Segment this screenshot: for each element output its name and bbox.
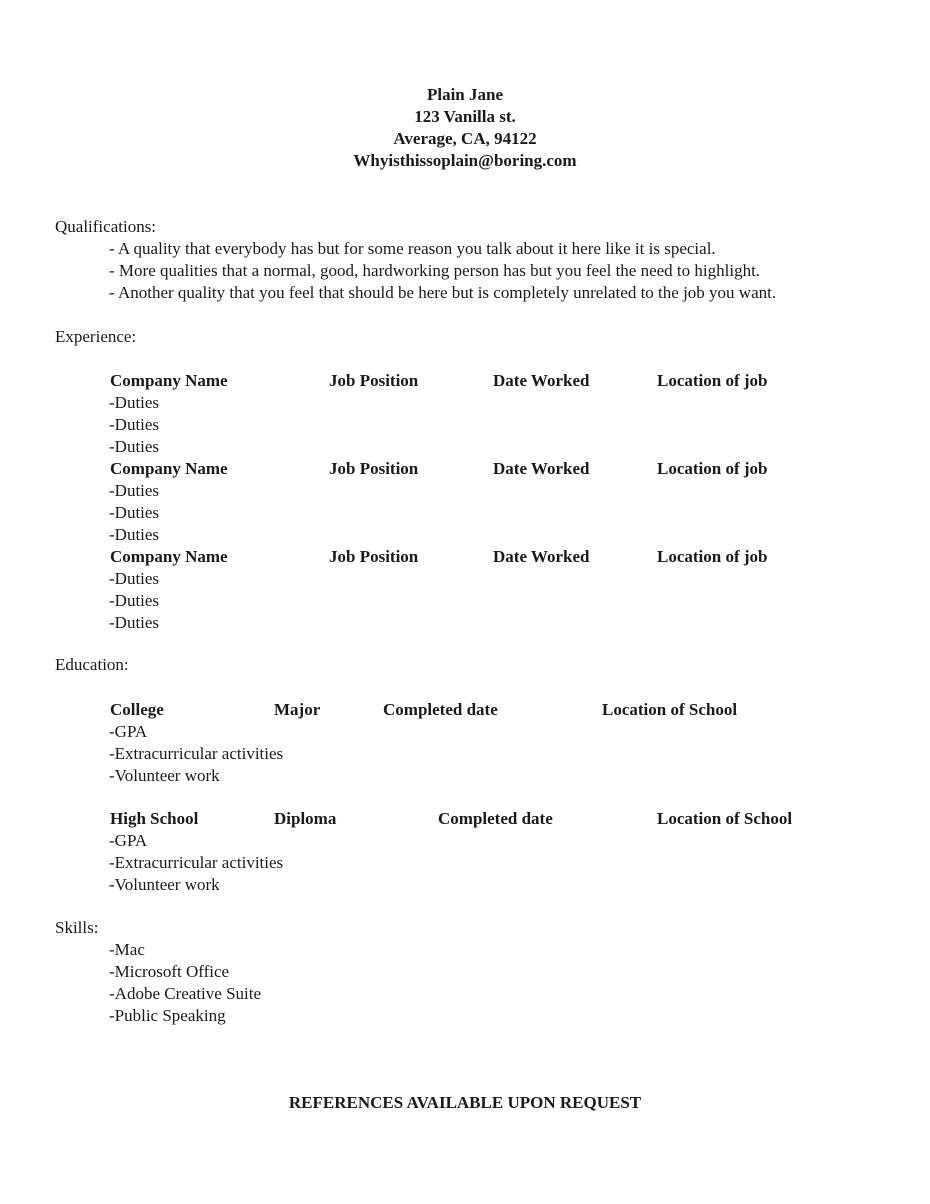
address-city: Average, CA, 94122 [393, 129, 537, 148]
job-duty: -Duties [109, 525, 160, 544]
job-date: Date Worked [493, 459, 590, 478]
references-note: REFERENCES AVAILABLE UPON REQUEST [288, 1093, 642, 1112]
qualification-item: - Another quality that you feel that should be here but is completely unrelated to the job you want. [109, 283, 777, 302]
resume-name: Plain Jane [426, 85, 504, 104]
experience-heading: Experience: [55, 327, 137, 346]
address-street: 123 Vanilla st. [414, 107, 516, 126]
education-date: Completed date [438, 809, 553, 828]
email-address: Whyisthissoplain@boring.com [353, 151, 577, 170]
education-degree: Diploma [274, 809, 337, 828]
job-duty: -Duties [109, 503, 160, 522]
skill-item: -Public Speaking [109, 1006, 226, 1025]
job-location: Location of job [657, 371, 768, 390]
skill-item: -Adobe Creative Suite [109, 984, 262, 1003]
job-duty: -Duties [109, 569, 160, 588]
skill-item: -Mac [109, 940, 145, 959]
education-detail: -Extracurricular activities [109, 744, 284, 763]
job-duty: -Duties [109, 415, 160, 434]
job-company: Company Name [110, 459, 228, 478]
education-location: Location of School [657, 809, 793, 828]
skill-item: -Microsoft Office [109, 962, 230, 981]
education-detail: -GPA [109, 831, 148, 850]
education-date: Completed date [383, 700, 498, 719]
job-duty: -Duties [109, 481, 160, 500]
qualification-item: - A quality that everybody has but for some reason you talk about it here like it is special. [109, 239, 716, 258]
education-heading: Education: [55, 655, 129, 674]
education-degree: Major [274, 700, 321, 719]
job-position: Job Position [329, 547, 419, 566]
skills-heading: Skills: [55, 918, 99, 937]
education-detail: -Volunteer work [109, 766, 220, 785]
job-date: Date Worked [493, 547, 590, 566]
job-duty: -Duties [109, 591, 160, 610]
job-duty: -Duties [109, 613, 160, 632]
job-duty: -Duties [109, 437, 160, 456]
education-school: High School [110, 809, 199, 828]
job-location: Location of job [657, 547, 768, 566]
job-position: Job Position [329, 459, 419, 478]
education-detail: -Volunteer work [109, 875, 220, 894]
job-position: Job Position [329, 371, 419, 390]
job-company: Company Name [110, 371, 228, 390]
job-location: Location of job [657, 459, 768, 478]
qualifications-heading: Qualifications: [55, 217, 157, 236]
education-school: College [110, 700, 164, 719]
qualification-item: - More qualities that a normal, good, hardworking person has but you feel the need to highlight. [109, 261, 761, 280]
education-location: Location of School [602, 700, 738, 719]
job-duty: -Duties [109, 393, 160, 412]
job-date: Date Worked [493, 371, 590, 390]
job-company: Company Name [110, 547, 228, 566]
education-detail: -GPA [109, 722, 148, 741]
education-detail: -Extracurricular activities [109, 853, 284, 872]
